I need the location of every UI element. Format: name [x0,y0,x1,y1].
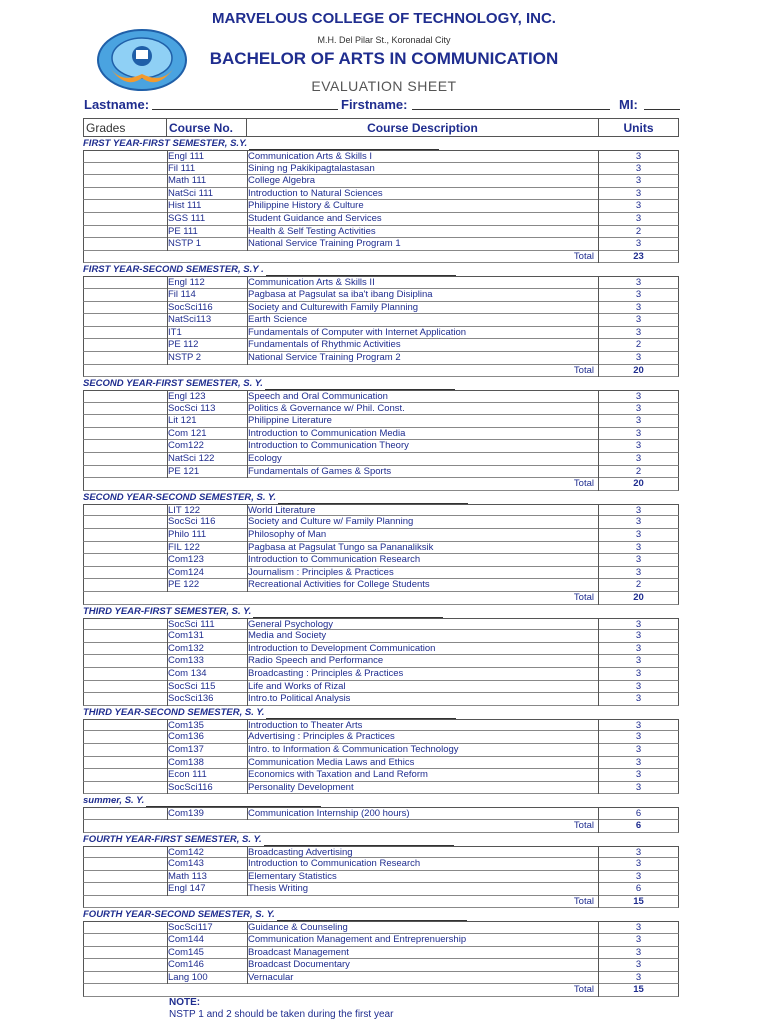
course-code: SGS 111 [168,212,206,224]
course-description: Student Guidance and Services [248,212,382,224]
course-row [83,769,679,782]
course-row [83,200,679,213]
school-year-field[interactable] [278,493,468,504]
course-row [83,314,679,327]
course-code: Hist 111 [168,200,202,212]
lastname-field[interactable] [152,97,338,110]
course-row [83,302,679,315]
course-units: 3 [635,680,642,692]
course-code: Com136 [168,731,204,743]
section-heading [83,908,679,921]
course-row [83,175,679,188]
course-code: NatSci 111 [168,187,214,199]
course-units: 3 [635,566,642,578]
course-row [83,567,679,580]
course-units: 3 [635,693,642,705]
school-name: MARVELOUS COLLEGE OF TECHNOLOGY, INC. [212,10,556,27]
course-row [83,504,679,517]
course-row [83,403,679,416]
course-code: Com123 [168,554,204,566]
total-row [83,896,679,909]
course-row [83,339,679,352]
course-description: National Service Training Program 2 [248,351,401,363]
course-description: Communication Arts & Skills I [248,151,373,162]
course-row [83,554,679,567]
course-code: Engl 111 [168,151,205,162]
course-row [83,782,679,795]
course-row [83,959,679,972]
course-description: Pagbasa at Pagsulat sa iba't ibang Disiplina [248,288,433,300]
section-heading [83,263,679,276]
course-description: Earth Science [248,314,308,326]
course-code: Math 111 [168,175,207,187]
total-label: Total [573,984,594,996]
school-year-field[interactable] [277,910,467,921]
course-description: Fundamentals of Computer with Internet Application [248,326,467,338]
course-description: Journalism : Principles & Practices [248,566,394,578]
course-description: Philippine History & Culture [248,200,364,212]
course-row [83,289,679,302]
section-title: FIRST YEAR-FIRST SEMESTER, S.Y. [83,138,248,149]
firstname-label: Firstname: [341,97,408,112]
course-code: NatSci 122 [168,453,215,465]
course-code: Fil 114 [168,288,196,300]
section-heading [83,706,679,719]
course-code: PE 112 [168,339,199,351]
course-units: 3 [635,743,642,755]
lastname-label: Lastname: [84,97,150,112]
total-units: 20 [633,592,644,603]
total-units: 6 [635,819,642,831]
course-units: 3 [635,212,642,224]
section-heading [83,137,679,150]
course-description: Thesis Writing [248,883,309,895]
section-heading [83,377,679,390]
course-description: College Algebra [248,175,316,187]
course-description: Advertising : Principles & Practices [248,731,395,743]
course-code: Com135 [168,719,204,731]
course-description: World Literature [248,504,316,516]
course-description: Personality Development [248,781,354,793]
course-units: 3 [635,971,642,983]
course-code: Com137 [168,743,204,755]
course-code: SocSci 115 [168,680,216,692]
course-units: 2 [635,465,642,477]
course-code: Com143 [168,858,204,870]
course-units: 6 [635,883,642,895]
course-description: Guidance & Counseling [248,922,348,934]
course-row [83,440,679,453]
course-description: Radio Speech and Performance [248,655,384,667]
note [169,997,393,1021]
course-code: SocSci136 [168,693,214,705]
course-units: 3 [635,529,642,541]
course-units: 3 [635,391,642,403]
course-row [83,744,679,757]
course-units: 3 [635,402,642,414]
course-code: SocSci 111 [168,618,215,630]
course-units: 3 [635,415,642,427]
course-code: Fil 111 [168,162,196,174]
course-units: 3 [635,667,642,679]
units-header: Units [623,121,654,135]
course-description: Broadcasting Advertising [248,846,353,858]
course-row [83,807,679,820]
course-description: Philippine Literature [248,415,332,427]
course-row [83,542,679,555]
course-description: Economics with Taxation and Land Reform [248,769,428,781]
course-description-header: Course Description [247,119,599,136]
sheet-title: EVALUATION SHEET [311,78,457,94]
course-description: Communication Internship (200 hours) [248,808,410,820]
course-code: PE 111 [168,225,198,237]
course-row [83,213,679,226]
course-units: 3 [635,200,642,212]
course-row [83,655,679,668]
total-label: Total [573,478,594,490]
course-units: 3 [635,277,642,289]
school-year-field[interactable] [264,835,454,846]
course-row [83,453,679,466]
course-code: NSTP 2 [168,351,202,363]
total-units: 15 [633,984,644,996]
course-code: SocSci116 [168,301,213,313]
course-row [83,883,679,896]
course-row [83,276,679,289]
total-row [83,984,679,997]
course-row [83,352,679,365]
total-label: Total [573,592,594,603]
school-year-field[interactable] [266,265,456,276]
course-description: Intro.to Political Analysis [248,693,351,705]
total-row [83,820,679,833]
course-description: Broadcasting : Principles & Practices [248,667,404,679]
course-code: Com139 [168,808,204,820]
course-units: 3 [635,642,642,654]
course-description: Introduction to Theater Arts [248,719,363,731]
course-description: Communication Management and Entreprenuership [248,934,467,946]
course-row [83,643,679,656]
section-title: summer, S. Y. [83,795,145,807]
course-code: Math 113 [168,870,207,882]
course-code: PE 122 [168,579,200,591]
evaluation-table [83,137,679,997]
course-code: Com 121 [168,427,207,439]
course-row [83,681,679,694]
course-units: 3 [635,934,642,946]
school-year-field[interactable] [249,139,439,150]
course-units: 3 [635,554,642,566]
course-description: Society and Culturewith Family Planning [248,301,419,313]
course-units: 3 [635,541,642,553]
course-code: Lang 100 [168,971,208,983]
course-code: Com138 [168,756,204,768]
course-units: 2 [635,339,642,351]
course-units: 3 [635,301,642,313]
course-description: Media and Society [248,630,327,642]
course-code: Com144 [168,934,204,946]
course-row [83,327,679,340]
course-units: 3 [635,959,642,971]
course-row [83,693,679,706]
course-row [83,163,679,176]
course-row [83,390,679,403]
school-year-field[interactable] [146,796,321,807]
course-units: 3 [635,162,642,174]
total-units: 23 [633,250,644,262]
course-units: 3 [635,719,642,731]
course-description: Life and Works of Rizal [248,680,346,692]
course-code: Com146 [168,959,204,971]
course-row [83,731,679,744]
course-description: Fundamentals of Rhythmic Activities [248,339,401,351]
course-row [83,150,679,163]
total-row [83,478,679,491]
course-units: 3 [635,630,642,642]
course-row [83,618,679,631]
course-description: Introduction to Natural Sciences [248,187,383,199]
course-row [83,466,679,479]
course-code: Com145 [168,946,204,958]
course-description: Society and Culture w/ Family Planning [248,516,414,528]
course-row [83,428,679,441]
course-no-header: Course No. [167,119,247,136]
course-description: Communication Arts & Skills II [248,277,375,289]
school-year-field[interactable] [266,708,456,719]
school-year-field[interactable] [253,607,443,618]
course-units: 3 [635,504,642,516]
course-units: 3 [635,858,642,870]
total-units: 15 [633,895,644,907]
course-description: Health & Self Testing Activities [248,225,376,237]
course-units: 3 [635,781,642,793]
course-description: Elementary Statistics [248,870,337,882]
course-code: Com133 [168,655,204,667]
course-row [83,757,679,770]
section-heading [83,605,679,618]
note-label: NOTE: [169,997,201,1008]
course-units: 3 [635,946,642,958]
course-code: IT1 [168,326,182,338]
course-description: Speech and Oral Communication [248,391,388,403]
course-units: 3 [635,314,642,326]
course-description: Ecology [248,453,282,465]
course-description: Intro. to Information & Communication Technology [248,743,459,755]
course-row [83,579,679,592]
section-title: SECOND YEAR-SECOND SEMESTER, S. Y. [83,491,277,503]
course-code: SocSci117 [168,922,213,934]
course-units: 3 [635,151,642,162]
course-row [83,415,679,428]
total-label: Total [573,364,594,376]
section-title: THIRD YEAR-SECOND SEMESTER, S. Y. [83,706,265,718]
course-units: 3 [635,516,642,528]
course-code: SocSci 113 [168,402,216,414]
total-row [83,251,679,264]
course-units: 6 [635,808,642,820]
course-code: Com131 [168,630,204,642]
course-units: 3 [635,351,642,363]
course-units: 2 [635,579,642,591]
course-row [83,871,679,884]
section-title: THIRD YEAR-FIRST SEMESTER, S. Y. [83,605,252,617]
course-units: 3 [635,326,642,338]
college-logo-icon [96,28,188,96]
course-code: Com 134 [168,667,207,679]
course-units: 3 [635,846,642,858]
course-row [83,947,679,960]
course-description: Pagbasa at Pagsulat Tungo sa Pananaliksik [248,541,434,553]
total-row [83,365,679,378]
course-description: Introduction to Communication Research [248,554,421,566]
course-code: SocSci 116 [168,516,216,528]
section-heading [83,794,679,807]
course-units: 3 [635,288,642,300]
course-description: Sining ng Pakikipagtalastasan [248,162,375,174]
mi-field[interactable] [644,97,680,110]
course-description: Fundamentals of Games & Sports [248,465,392,477]
total-units: 20 [633,478,644,490]
course-row [83,188,679,201]
course-code: Com124 [168,566,204,578]
course-row [83,630,679,643]
course-description: Introduction to Communication Media [248,427,406,439]
course-description: Introduction to Communication Research [248,858,421,870]
course-description: Introduction to Development Communication [248,642,436,654]
course-code: FIL 122 [168,541,200,553]
note-text: NSTP 1 and 2 should be taken during the first year [169,1009,394,1020]
course-row [83,972,679,985]
course-description: Communication Media Laws and Ethics [248,756,415,768]
course-units: 3 [635,427,642,439]
section-title: FOURTH YEAR-SECOND SEMESTER, S. Y. [83,909,275,921]
total-label: Total [573,250,594,262]
mi-label: MI: [619,97,638,112]
section-title: FOURTH YEAR-FIRST SEMESTER, S. Y. [83,833,262,845]
school-year-field[interactable] [265,379,455,390]
course-code: Com142 [168,846,204,858]
grades-header: Grades [84,119,167,136]
course-row [83,934,679,947]
course-description: Vernacular [248,971,294,983]
course-row [83,529,679,542]
course-units: 3 [635,440,642,452]
course-description: Broadcast Documentary [248,959,350,971]
course-code: Lit 121 [168,415,197,427]
total-label: Total [573,819,594,831]
course-code: Engl 112 [168,277,205,289]
course-units: 3 [635,870,642,882]
course-units: 3 [635,731,642,743]
course-description: General Psychology [248,618,334,630]
table-header [83,118,679,137]
course-code: Engl 123 [168,391,206,403]
course-code: Philo 111 [168,529,207,541]
course-code: SocSci116 [168,781,213,793]
course-units: 3 [635,769,642,781]
course-units: 3 [635,187,642,199]
course-description: Introduction to Communication Theory [248,440,409,452]
course-row [83,238,679,251]
course-units: 3 [635,922,642,934]
course-row [83,921,679,934]
section-title: SECOND YEAR-FIRST SEMESTER, S. Y. [83,378,263,390]
course-description: Broadcast Management [248,946,349,958]
course-units: 2 [635,225,642,237]
course-row [83,668,679,681]
course-row [83,858,679,871]
course-units: 3 [635,756,642,768]
course-row [83,226,679,239]
course-code: NSTP 1 [168,238,202,250]
program-title: BACHELOR OF ARTS IN COMMUNICATION [209,49,559,68]
course-description: Philosophy of Man [248,529,327,541]
section-title: FIRST YEAR-SECOND SEMESTER, S.Y . [83,264,264,276]
total-row [83,592,679,605]
course-code: Com122 [168,440,204,452]
course-row [83,516,679,529]
course-code: Engl 147 [168,883,206,895]
firstname-field[interactable] [412,97,610,110]
course-code: Econ 111 [168,769,207,781]
section-heading [83,491,679,504]
course-units: 3 [635,655,642,667]
total-label: Total [573,895,594,907]
course-units: 3 [635,618,642,630]
course-code: NatSci113 [168,314,212,326]
course-row [83,846,679,859]
course-description: National Service Training Program 1 [248,238,401,250]
total-units: 20 [633,364,644,376]
course-units: 3 [635,238,642,250]
section-heading [83,833,679,846]
school-address: M.H. Del Pilar St., Koronadal City [317,35,451,45]
course-row [83,719,679,732]
student-name-row [84,97,684,115]
course-code: LIT 122 [168,504,201,516]
course-description: Recreational Activities for College Students [248,579,430,591]
course-description: Politics & Governance w/ Phil. Const. [248,402,405,414]
course-code: PE 121 [168,465,200,477]
course-units: 3 [635,175,642,187]
course-code: Com132 [168,642,204,654]
course-units: 3 [635,453,642,465]
